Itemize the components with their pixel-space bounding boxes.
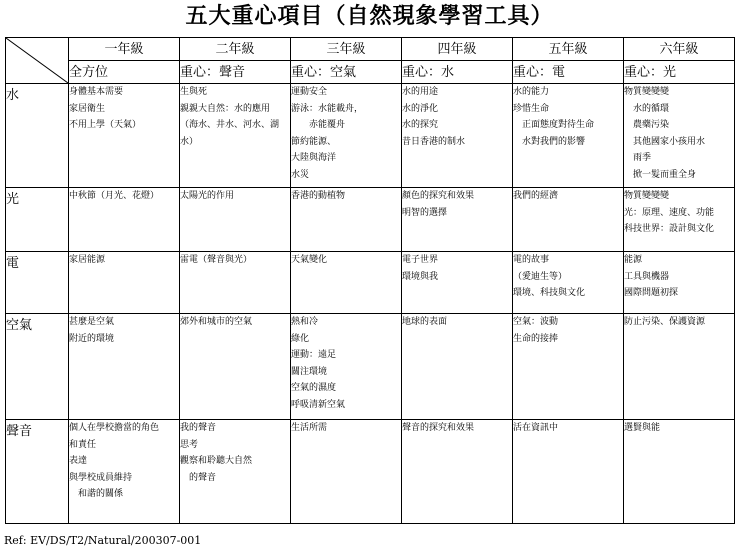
cell-line: 身體基本需要	[69, 87, 124, 97]
table-cell	[513, 420, 624, 524]
cell-line: 天氣變化	[291, 255, 328, 265]
cell-line: 親親大自然：水的應用	[180, 103, 271, 114]
cell-line: 科技世界：設計與文化	[624, 224, 715, 234]
cell-line: 聲音的探究和效果	[402, 423, 475, 433]
cell-line: 中秋節（月光、花燈）	[69, 191, 160, 201]
cell-line: 思考	[180, 439, 199, 450]
cell-line: 水的循環	[624, 103, 670, 114]
table-cell	[69, 420, 180, 524]
cell-line: 附近的環境	[69, 333, 115, 344]
cell-line: 和諧的關係	[69, 489, 124, 499]
cell-line: 不用上學（天氣）	[69, 120, 142, 130]
reference-code: Ref: EV/DS/T2/Natural/200307-001	[4, 534, 202, 547]
focus-header-row	[6, 61, 735, 84]
cell-line: 農藥污染	[624, 120, 670, 130]
table-cell	[69, 188, 180, 252]
row-header: 空氣	[6, 314, 69, 420]
row-header: 水	[6, 84, 69, 188]
table-cell	[513, 314, 624, 420]
table-cell	[69, 314, 180, 420]
table-cell	[69, 84, 180, 188]
table-cell	[624, 252, 735, 314]
cell-line: 水）	[180, 136, 199, 147]
grade-header-row	[6, 38, 735, 61]
cell-line: 甚麼是空氣	[69, 317, 115, 327]
row-header: 光	[6, 188, 69, 252]
cell-line: 電子世界	[402, 255, 439, 265]
cell-line: 正面態度對待生命	[513, 120, 595, 130]
focus-header: 重心：電	[513, 61, 624, 84]
table-row	[6, 188, 735, 252]
table-row	[6, 84, 735, 188]
grade-header: 三年級	[291, 38, 402, 61]
cell-line: 郊外和城市的空氣	[180, 317, 253, 327]
cell-line: 表達	[69, 456, 88, 466]
cell-line: 和責任	[69, 439, 97, 450]
cell-line: 光：原理、速度、功能	[624, 207, 715, 218]
focus-header: 重心：光	[624, 61, 735, 84]
table-cell	[291, 314, 402, 420]
grade-header: 四年級	[402, 38, 513, 61]
table-cell	[402, 420, 513, 524]
cell-line: 工具與機器	[624, 271, 670, 282]
table-cell	[180, 84, 291, 188]
cell-line: 生活所需	[291, 423, 328, 433]
cell-line: （愛迪生等）	[513, 271, 568, 282]
cell-line: 與學校成員維持	[69, 472, 133, 483]
grade-header: 一年級	[69, 38, 180, 61]
focus-header: 重心：空氣	[291, 61, 402, 84]
cell-line: 地球的表面	[402, 317, 448, 327]
table-cell	[180, 420, 291, 524]
table-cell	[513, 188, 624, 252]
cell-line: 觀察和聆聽大自然	[180, 456, 253, 466]
grade-header: 二年級	[180, 38, 291, 61]
cell-line: 其他國家小孩用水	[624, 136, 706, 147]
table-cell	[402, 252, 513, 314]
cell-line: 電的故事	[513, 255, 550, 265]
cell-line: 家居能源	[69, 255, 106, 265]
cell-line: 水災	[291, 169, 310, 180]
row-header: 聲音	[6, 420, 69, 524]
diagonal-line	[6, 38, 68, 83]
grade-header: 五年級	[513, 38, 624, 61]
cell-line: 香港的動植物	[291, 191, 346, 201]
curriculum-table	[5, 37, 735, 524]
grade-header: 六年級	[624, 38, 735, 61]
cell-line: 空氣：波動	[513, 317, 559, 327]
cell-line: 顏色的探究和效果	[402, 191, 475, 201]
cell-line: 綠化	[291, 333, 310, 344]
cell-line: 物質變變變	[624, 191, 670, 201]
cell-line: 大陸與海洋	[291, 153, 337, 163]
cell-line: 我的聲音	[180, 423, 217, 433]
cell-line: 水的淨化	[402, 103, 439, 114]
cell-line: 節約能源、	[291, 136, 337, 147]
cell-line: 我們的經濟	[513, 191, 559, 201]
cell-line: 水對我們的影響	[513, 136, 586, 147]
table-cell	[291, 84, 402, 188]
cell-line: 選賢與能	[624, 423, 661, 433]
table-row	[6, 314, 735, 420]
table-row	[6, 420, 735, 524]
table-cell	[402, 314, 513, 420]
cell-line: 環境、科技與文化	[513, 288, 586, 298]
cell-line: （海水、井水、河水、湖	[180, 120, 280, 130]
cell-line: 運動：遠足	[291, 350, 337, 360]
table-cell	[180, 188, 291, 252]
table-cell	[624, 314, 735, 420]
cell-line: 能源	[624, 255, 643, 265]
cell-line: 物質變變變	[624, 87, 670, 97]
table-cell	[624, 420, 735, 524]
table-cell	[513, 252, 624, 314]
cell-line: 空氣的濕度	[291, 383, 337, 393]
focus-header: 重心：水	[402, 61, 513, 84]
cell-line: 雨季	[624, 153, 652, 163]
table-cell	[291, 420, 402, 524]
focus-header: 全方位	[69, 61, 180, 84]
cell-line: 防止污染、保護資源	[624, 317, 706, 327]
cell-line: 環境與我	[402, 271, 439, 282]
cell-line: 國際問題初探	[624, 288, 679, 298]
cell-line: 熱和冷	[291, 317, 319, 327]
focus-header: 重心：聲音	[180, 61, 291, 84]
row-header: 電	[6, 252, 69, 314]
cell-line: 家居衛生	[69, 103, 106, 114]
cell-line: 運動安全	[291, 87, 328, 97]
cell-line: 個人在學校擔當的角色	[69, 423, 160, 433]
table-cell	[624, 84, 735, 188]
table-cell	[402, 84, 513, 188]
page-title: 五大重心項目（自然現象學習工具）	[185, 4, 554, 29]
cell-line: 水的用途	[402, 87, 439, 97]
cell-line: 太陽光的作用	[180, 191, 235, 201]
cell-line: 的聲音	[180, 472, 217, 483]
table-cell	[624, 188, 735, 252]
table-cell	[69, 252, 180, 314]
cell-line: 呼吸清新空氣	[291, 399, 346, 410]
table-cell	[180, 252, 291, 314]
table-cell	[402, 188, 513, 252]
cell-line: 赤能覆舟	[291, 120, 346, 130]
cell-line: 珍惜生命	[513, 103, 550, 114]
table-cell	[513, 84, 624, 188]
cell-line: 明智的選擇	[402, 207, 448, 218]
cell-line: 掀一髮而重全身	[624, 169, 697, 180]
cell-line: 生命的接捧	[513, 333, 559, 344]
cell-line: 雷電（聲音與光）	[180, 255, 253, 265]
table-cell	[291, 188, 402, 252]
table-cell	[180, 314, 291, 420]
corner-cell	[6, 38, 69, 84]
table-row	[6, 252, 735, 314]
cell-line: 游泳：水能載舟，	[291, 103, 364, 114]
cell-line: 昔日香港的制水	[402, 136, 466, 147]
table-cell	[291, 252, 402, 314]
cell-line: 關注環境	[291, 366, 328, 377]
cell-line: 水的探究	[402, 120, 439, 130]
cell-line: 水的能力	[513, 87, 550, 97]
cell-line: 活在資訊中	[513, 423, 559, 433]
cell-line: 生與死	[180, 87, 208, 97]
